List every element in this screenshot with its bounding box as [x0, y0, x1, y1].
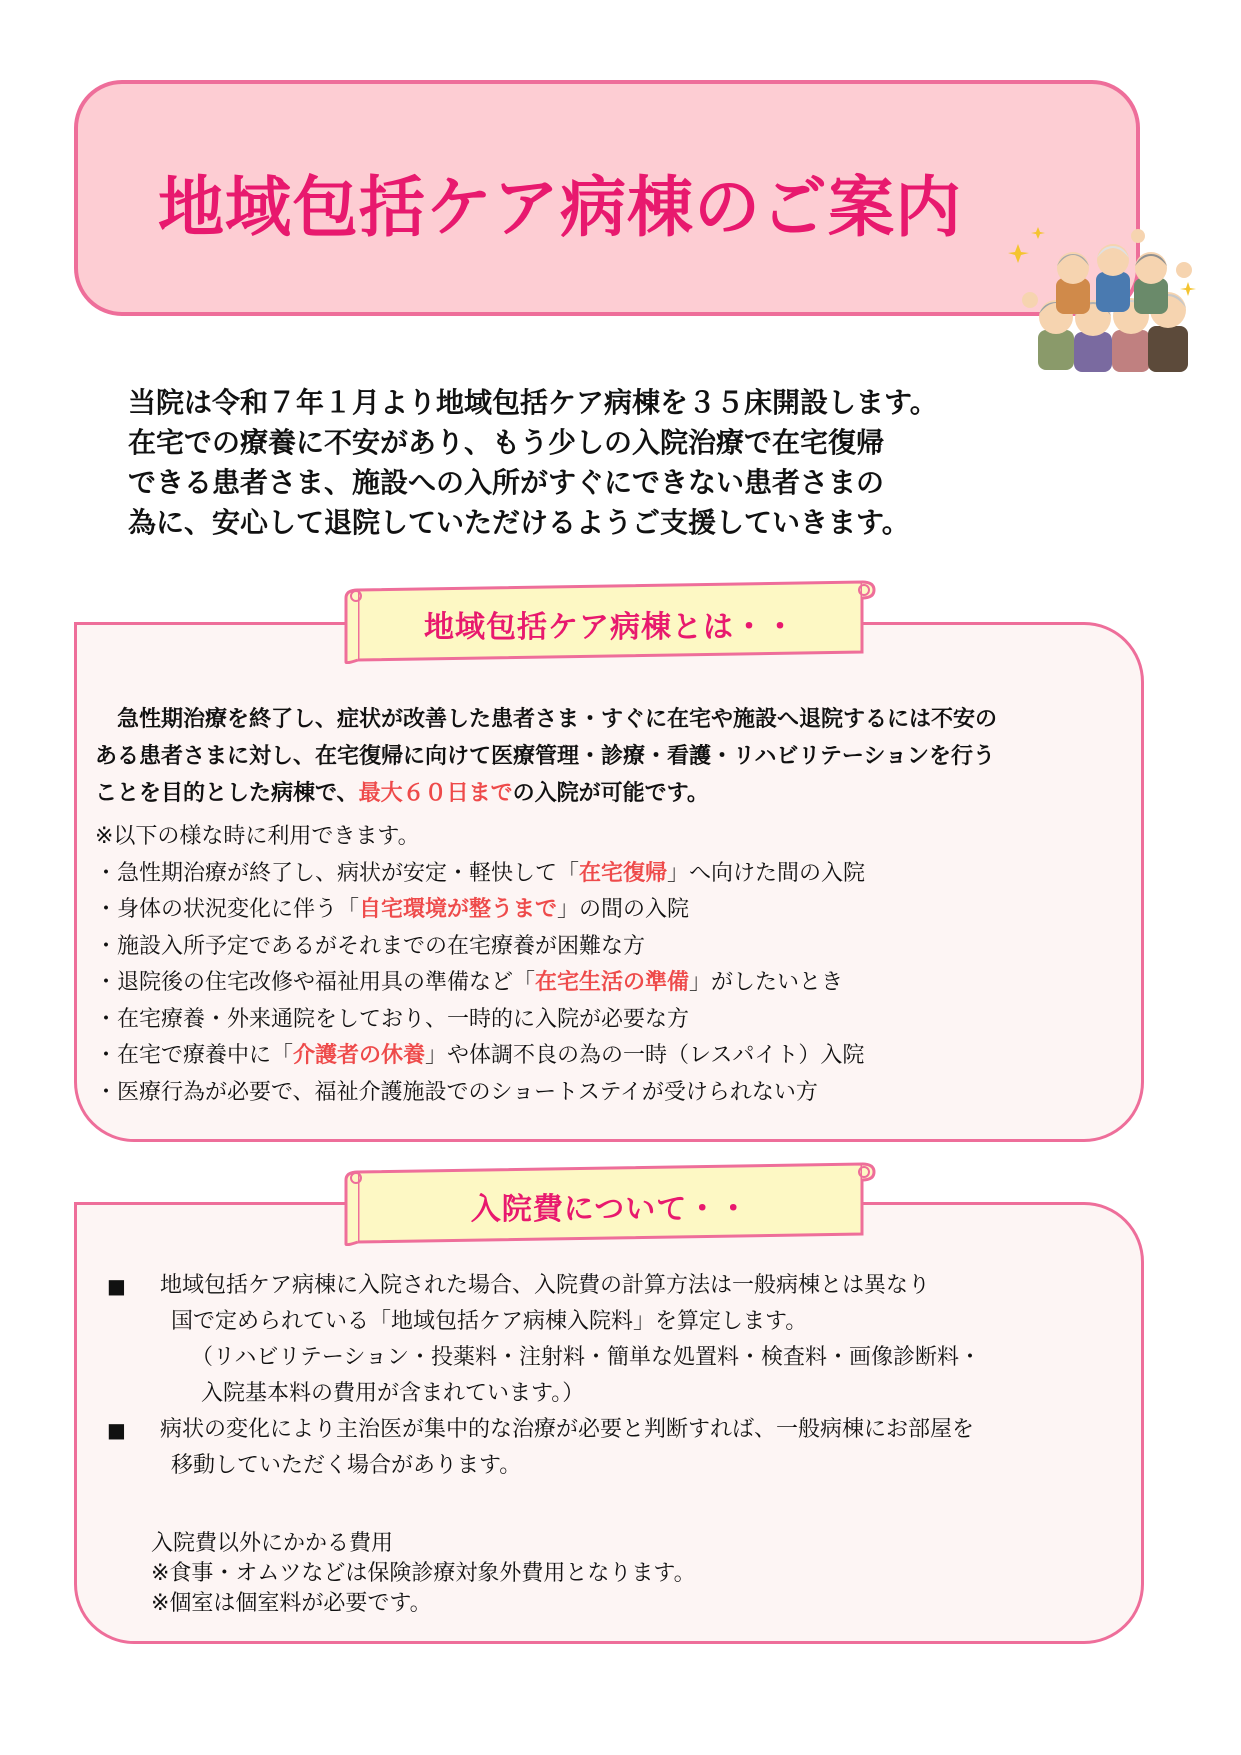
list-item [95, 965, 1135, 1002]
description-text: ことを目的とした病棟で、 [95, 781, 359, 806]
list-item [95, 1038, 1135, 1075]
section-heading: 入院費について・・ [470, 1192, 750, 1227]
elderly-person-icon [1134, 252, 1168, 314]
intro-line: できる患者さま、施設への入所がすぐにできない患者さまの [128, 466, 885, 499]
section-heading-banner [344, 1160, 876, 1246]
list-item-text: ・退院後の住宅改修や福祉用具の準備など「 [95, 970, 536, 995]
extra-costs-title: 入院費以外にかかる費用 [151, 1531, 394, 1556]
intro-text [128, 383, 1128, 543]
max-stay-highlight: 最大６０日まで [358, 781, 513, 806]
list-item [95, 1002, 1135, 1039]
description-line: 急性期治療を終了し、症状が改善した患者さま・すぐに在宅や施設へ退院するには不安の [95, 707, 998, 732]
fee-bullet-line [107, 1412, 1117, 1448]
fee-bullet-line [107, 1268, 1117, 1304]
section-heading: 地域包括ケア病棟とは・・ [424, 610, 796, 645]
extra-costs [151, 1529, 696, 1619]
list-item-text: 」がしたいとき [689, 970, 844, 995]
list-item [95, 1075, 1135, 1112]
fee-text: 移動していただく場合があります。 [171, 1453, 522, 1478]
list-item-text: ・急性期治療が終了し、病状が安定・軽快して「 [95, 860, 580, 886]
fee-text: （リハビリテーション・投薬料・注射料・簡単な処置料・検査料・画像診断料・ [191, 1345, 982, 1370]
elderly-person-icon [1096, 244, 1130, 312]
description-line: ある患者さまに対し、在宅復帰に向けて医療管理・診療・看護・リハビリテーションを行う [95, 744, 996, 769]
section-heading-banner [344, 578, 876, 664]
list-item-text: 」へ向けた間の入院 [667, 860, 866, 886]
extra-costs-line: ※個室は個室料が必要です。 [151, 1591, 432, 1616]
list-item-highlight: 介護者の休養 [293, 1043, 426, 1068]
intro-line: 為に、安心して退院していただけるようご支援していきます。 [128, 506, 910, 539]
elderly-person-icon [1056, 252, 1090, 314]
list-item [95, 892, 1135, 929]
intro-line: 在宅での療養に不安があり、もう少しの入院治療で在宅復帰 [128, 426, 885, 459]
list-item-highlight: 在宅生活の準備 [535, 970, 690, 995]
extra-costs-line: ※食事・オムツなどは保険診療対象外費用となります。 [151, 1561, 696, 1586]
ward-description [95, 701, 1135, 812]
square-bullet-icon: ■ [107, 1274, 126, 1298]
fee-text: 国で定められている「地域包括ケア病棟入院料」を算定します。 [171, 1309, 808, 1334]
usage-list [95, 819, 1135, 1111]
page-title: 地域包括ケア病棟のご案内 [158, 169, 962, 246]
list-item-text: ・施設入所予定であるがそれまでの在宅療養が困難な方 [95, 933, 646, 959]
list-item-highlight: 在宅復帰 [579, 860, 668, 886]
section-fees [74, 1202, 1144, 1644]
section-about-ward [74, 622, 1144, 1142]
square-bullet-icon: ■ [107, 1418, 126, 1442]
fee-list [107, 1268, 1117, 1484]
list-item-text: 」の間の入院 [557, 897, 690, 922]
list-item [95, 929, 1135, 966]
fee-text: 地域包括ケア病棟に入院された場合、入院費の計算方法は一般病棟とは異なり [160, 1273, 931, 1298]
fee-text: 病状の変化により主治医が集中的な治療が必要と判断すれば、一般病棟にお部屋を [160, 1417, 975, 1442]
title-box [74, 80, 1140, 316]
list-item-text: ・在宅療養・外来通院をしており、一時的に入院が必要な方 [95, 1006, 690, 1032]
list-item-text: ・身体の状況変化に伴う「 [95, 897, 360, 922]
list-item [95, 856, 1135, 893]
list-item-text: 」や体調不良の為の一時（レスパイト）入院 [425, 1043, 865, 1068]
list-item-text: ・医療行為が必要で、福祉介護施設でのショートステイが受けられない方 [95, 1079, 818, 1105]
list-item-text: ・在宅で療養中に「 [95, 1043, 294, 1068]
description-text: の入院が可能です。 [512, 781, 709, 806]
intro-line: 当院は令和７年１月より地域包括ケア病棟を３５床開設します。 [128, 386, 938, 419]
elderly-crowd-illustration [1008, 222, 1198, 372]
usage-intro: ※以下の様な時に利用できます。 [95, 824, 420, 849]
description-line [95, 775, 1135, 812]
list-item-highlight: 自宅環境が整うまで [359, 897, 558, 922]
fee-text: 入院基本料の費用が含まれています。） [201, 1381, 585, 1406]
